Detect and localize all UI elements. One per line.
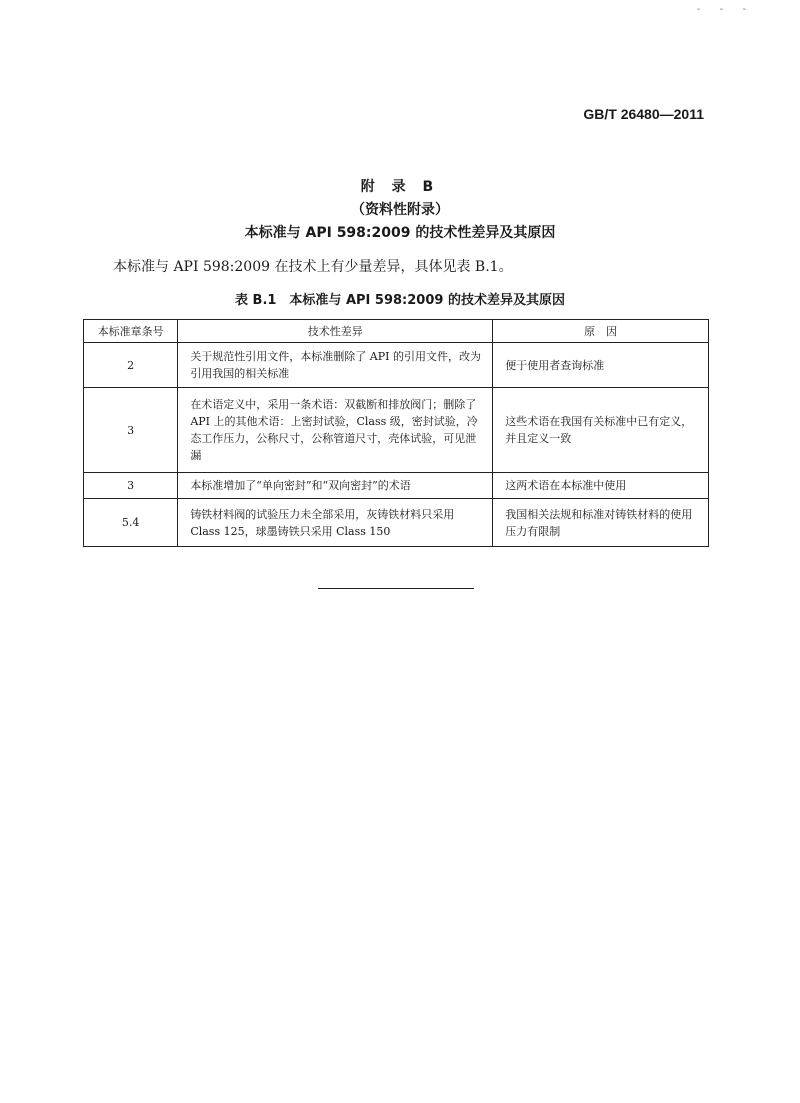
cell-reason: 这些术语在我国有关标准中已有定义，并且定义一致	[493, 388, 709, 473]
intro-paragraph: 本标准与 API 598:2009 在技术上有少量差异，具体见表 B.1。	[113, 259, 513, 275]
cell-difference: 在术语定义中，采用一条术语：双截断和排放阀门；删除了 API 上的其他术语：上密封试验，Class 级，密封试验，冷态工作压力，公称尺寸，公称管道尺寸，壳体试验，可见泄漏	[178, 388, 493, 473]
cell-difference: 铸铁材料阀的试验压力未全部采用，灰铸铁材料只采用 Class 125，球墨铸铁只采用 Class 150	[178, 499, 493, 547]
differences-table	[83, 319, 709, 547]
cell-reason: 这两术语在本标准中使用	[493, 473, 709, 499]
header-clause: 本标准章条号	[84, 320, 178, 343]
cell-clause: 5.4	[84, 499, 178, 547]
scan-marks: - - -	[696, 4, 754, 15]
table-row	[84, 388, 709, 473]
standard-code: GB/T 26480—2011	[583, 106, 704, 122]
cell-difference: 关于规范性引用文件，本标准删除了 API 的引用文件，改为引用我国的相关标准	[178, 343, 493, 388]
table-row	[84, 473, 709, 499]
cell-clause: 3	[84, 473, 178, 499]
appendix-type: （资料性附录）	[351, 202, 449, 218]
appendix-subtitle: 本标准与 API 598:2009 的技术性差异及其原因	[244, 225, 556, 241]
appendix-title: 附 录 B	[360, 179, 440, 195]
cell-reason: 我国相关法规和标准对铸铁材料的使用压力有限制	[493, 499, 709, 547]
cell-clause: 2	[84, 343, 178, 388]
end-of-document-rule	[318, 588, 474, 589]
header-reason: 原 因	[493, 320, 709, 343]
table-row	[84, 499, 709, 547]
table-header-row	[84, 320, 709, 343]
cell-clause: 3	[84, 388, 178, 473]
cell-reason: 便于使用者查询标准	[493, 343, 709, 388]
table-row	[84, 343, 709, 388]
header-difference: 技术性差异	[178, 320, 493, 343]
table-title: 表 B.1 本标准与 API 598:2009 的技术差异及其原因	[235, 293, 565, 308]
cell-difference: 本标准增加了“单向密封”和“双向密封”的术语	[178, 473, 493, 499]
